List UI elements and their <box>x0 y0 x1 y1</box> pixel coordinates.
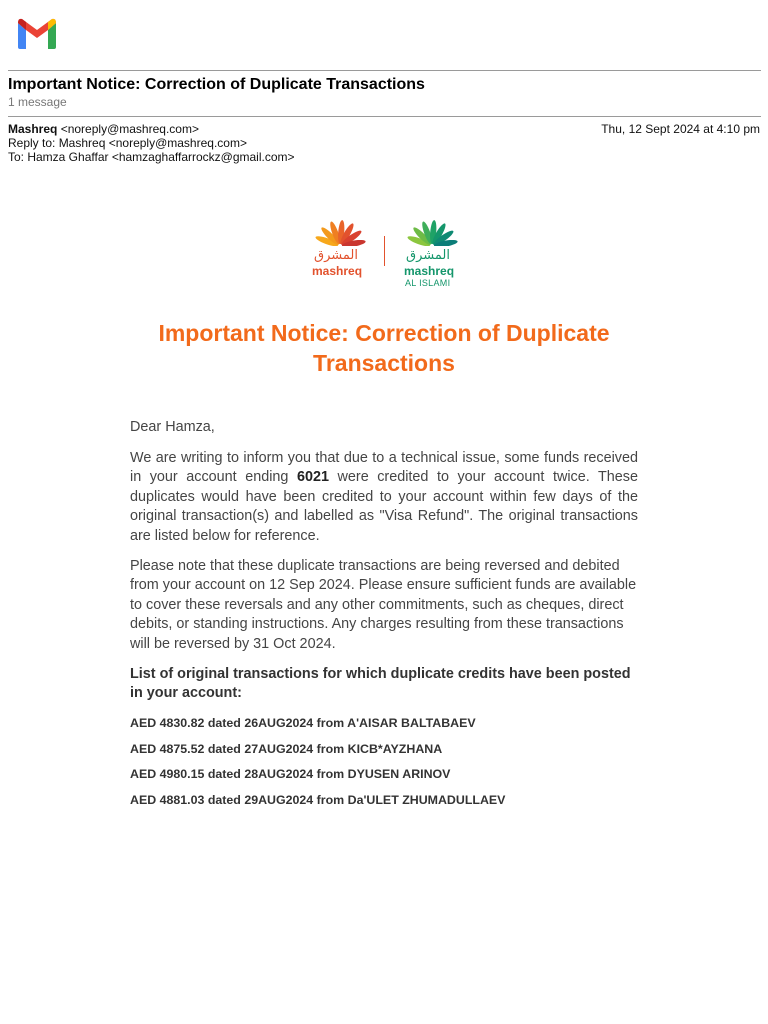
brand-name: mashreq <box>312 264 363 278</box>
transaction-item: AED 4830.82 dated 26AUG2024 from A'AISAR BALTABAEV <box>130 716 476 730</box>
mashreq-sun-icon <box>310 220 370 246</box>
email-date: Thu, 12 Sept 2024 at 4:10 pm <box>601 122 760 136</box>
message-count: 1 message <box>8 95 67 109</box>
transaction-item: AED 4875.52 dated 27AUG2024 from KICB*AYZHANA <box>130 742 443 756</box>
transaction-item: AED 4980.15 dated 28AUG2024 from DYUSEN ARINOV <box>130 767 451 781</box>
email-reply-to: Reply to: Mashreq <noreply@mashreq.com> <box>8 136 247 150</box>
sender-name[interactable]: Mashreq <box>8 122 58 136</box>
brand-islami-name: mashreq <box>404 264 455 278</box>
email-from <box>8 122 199 136</box>
mashreq-logo <box>305 218 465 294</box>
email-subject: Important Notice: Correction of Duplicate Transactions <box>8 76 425 93</box>
reversal-paragraph: Please note that these duplicate transactions are being reversed and debited from your account on 12 Sep 2024. Please ensure sufficient funds are available to cover these reversals and any other commitments, such as cheques, direct debits, or standing instructions. Any charges resulting from these transactions will be reversed by 31 Oct 2024. <box>130 558 637 652</box>
email-to: To: Hamza Ghaffar <hamzaghaffarrockz@gmail.com> <box>8 150 295 164</box>
account-ending: 6021 <box>296 469 329 486</box>
mashreq-islami-palm-icon <box>402 220 462 246</box>
notice-headline: Important Notice: Correction of Duplicate Transactions <box>158 320 610 376</box>
divider <box>8 70 761 71</box>
brand-separator <box>384 236 385 266</box>
greeting: Dear Hamza, <box>130 419 215 435</box>
intro-paragraph: We are writing to inform you that due to a technical issue, some funds received in your account ending 6021 were credited to your account twice. These duplicates would have been credited to your account within few days of the original transaction(s) and labelled as "Visa Refund". The original transactions are listed below for reference. <box>130 450 639 544</box>
brand-islami-label: AL ISLAMI <box>405 278 451 288</box>
sender-email: <noreply@mashreq.com> <box>60 122 199 136</box>
transactions-list-title: List of original transactions for which duplicate credits have been posted in your account: <box>130 666 631 702</box>
transaction-item: AED 4881.03 dated 29AUG2024 from Da'ULET ZHUMADULLAEV <box>130 793 506 807</box>
gmail-logo-icon <box>15 17 59 50</box>
brand-islami-name-arabic: المشرق <box>406 248 450 263</box>
brand-name-arabic: المشرق <box>314 248 358 263</box>
divider <box>8 116 761 117</box>
